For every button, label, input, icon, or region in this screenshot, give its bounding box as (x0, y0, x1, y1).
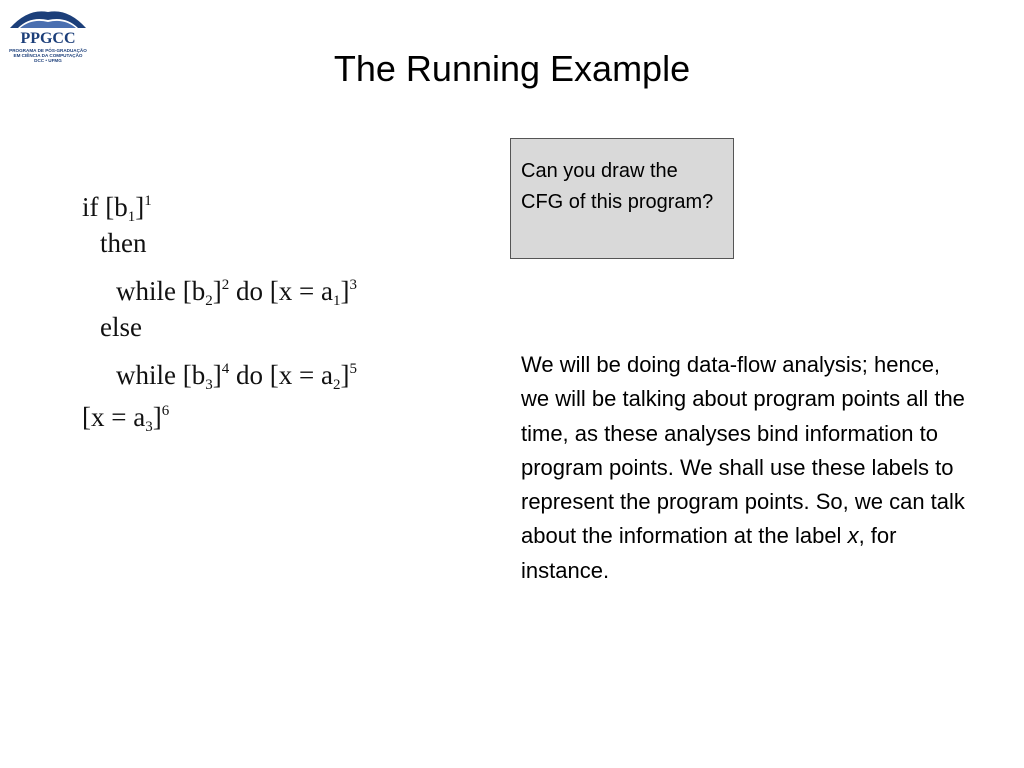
logo-name: PPGCC (20, 30, 76, 47)
code-text: do (229, 276, 270, 306)
subscript: 1 (127, 209, 136, 225)
code-line-while-2 (82, 348, 357, 393)
code-line-while-1 (82, 264, 357, 309)
code-text: ] (135, 192, 145, 222)
label-superscript: 6 (161, 403, 170, 419)
keyword: while (116, 360, 176, 390)
logo-line1: PROGRAMA DE PÓS-GRADUAÇÃO (9, 48, 87, 53)
label-superscript: 2 (221, 277, 230, 293)
keyword: then (100, 228, 147, 258)
code-text: [b (98, 192, 128, 222)
logo-line2: EM CIÊNCIA DA COMPUTAÇÃO (13, 53, 83, 58)
label-superscript: 3 (349, 277, 357, 293)
label-superscript: 4 (221, 361, 230, 377)
code-block (82, 180, 357, 435)
code-text: ] (340, 360, 350, 390)
code-line-if (82, 180, 357, 225)
code-line-else (82, 306, 357, 348)
body-text-start: We will be doing data-flow analysis; hence, we will be talking about program points all the time, as these analyses bind information to program points. We shall use these labels to represent the program points. So, we can talk about the information at the label (521, 352, 965, 549)
code-line-assign (82, 390, 357, 435)
code-text: ] (212, 276, 222, 306)
subscript: 1 (332, 293, 341, 309)
explanation-paragraph (521, 348, 966, 588)
body-italic: x (847, 523, 859, 549)
keyword: else (100, 312, 142, 342)
keyword: while (116, 276, 176, 306)
body-text-end: , for instance. (521, 523, 897, 583)
code-text: [b (176, 360, 206, 390)
code-text: [b (176, 276, 206, 306)
code-text: do (229, 360, 270, 390)
callout-text: Can you draw the CFG of this program? (521, 160, 714, 213)
question-callout (510, 138, 734, 259)
code-text: ] (212, 360, 222, 390)
code-text: [x = a (82, 402, 146, 432)
subscript: 3 (205, 377, 213, 393)
code-text: ] (340, 276, 350, 306)
label-superscript: 5 (349, 361, 357, 377)
label-superscript: 1 (144, 193, 152, 209)
slide-title: The Running Example (333, 48, 691, 89)
keyword: if (82, 192, 99, 222)
code-text: ] (152, 402, 162, 432)
code-line-then (82, 222, 357, 264)
code-text: [x = a (269, 276, 333, 306)
logo-line3: DCC • UFMG (34, 58, 62, 63)
subscript: 2 (332, 377, 341, 393)
subscript: 3 (145, 419, 153, 435)
code-text: [x = a (269, 360, 333, 390)
subscript: 2 (205, 293, 213, 309)
